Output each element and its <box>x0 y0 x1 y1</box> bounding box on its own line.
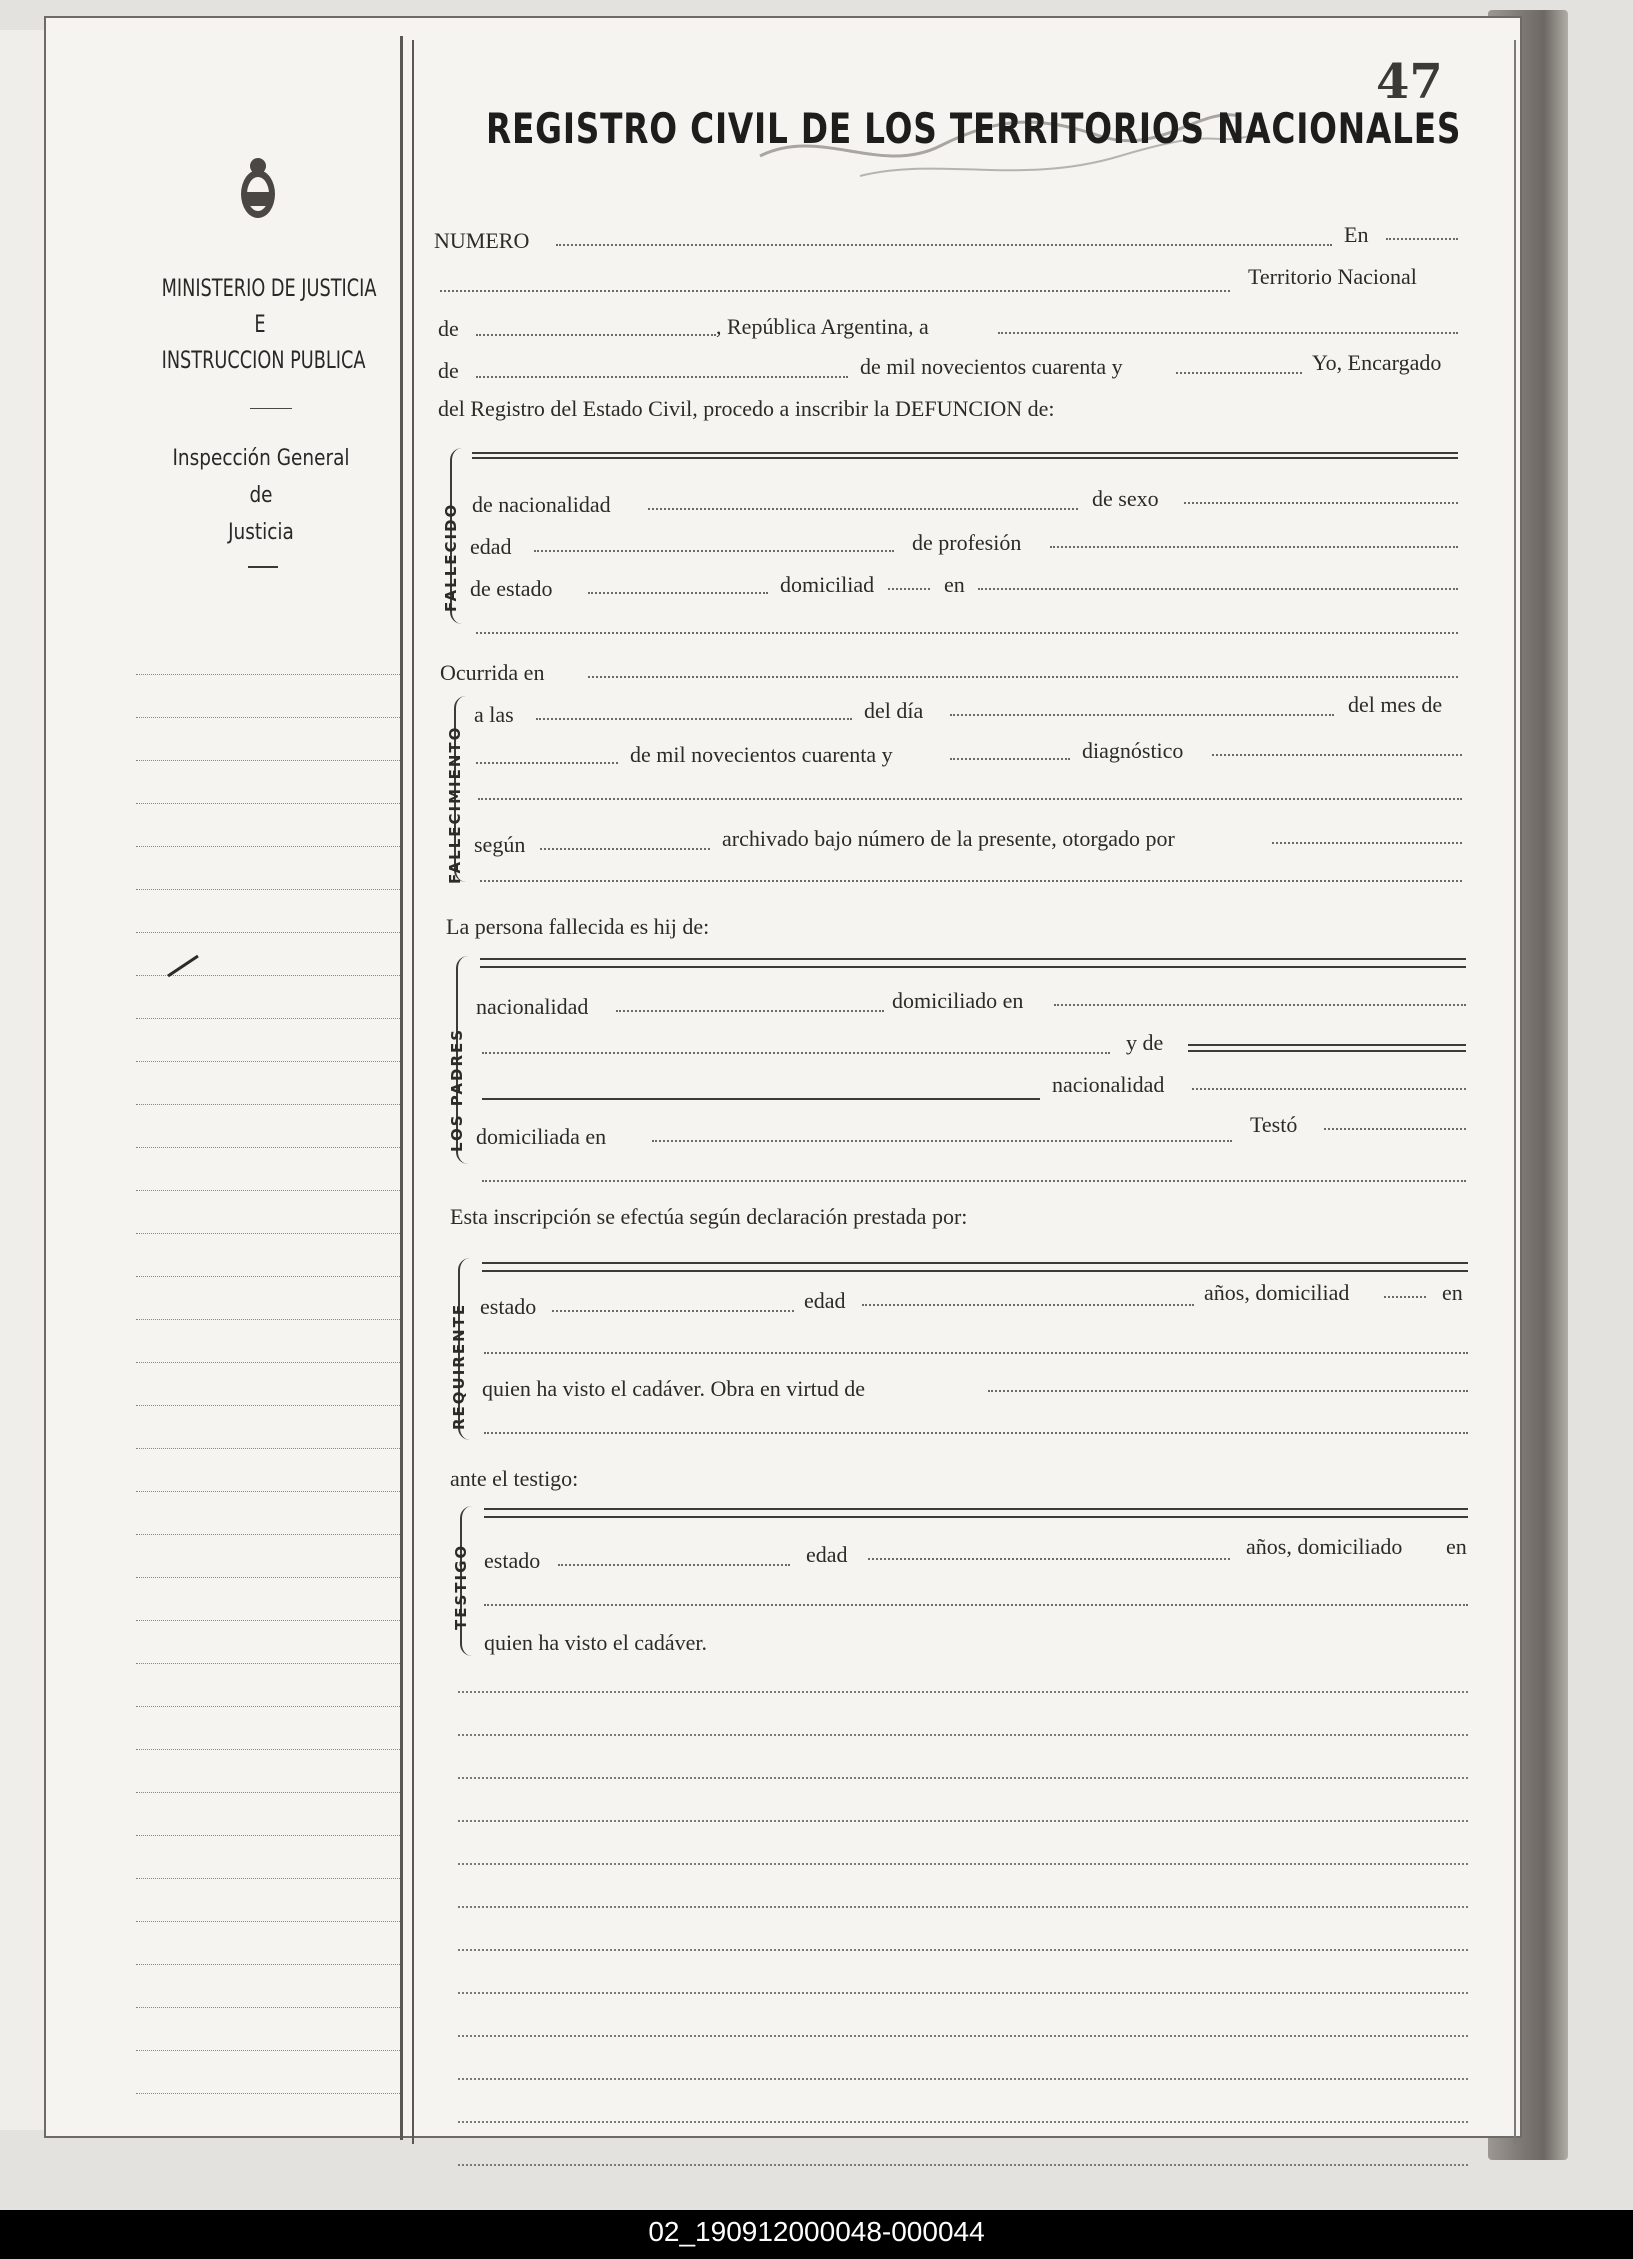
domicilio-field-2[interactable] <box>476 632 1458 634</box>
fallecido-label: FALLECIDO <box>442 502 460 612</box>
persona-hijo-label: La persona fallecida es hij de: <box>446 914 710 939</box>
hora-field[interactable] <box>536 718 852 720</box>
ministry-line-2: E <box>254 310 266 338</box>
segun-field[interactable] <box>540 848 710 850</box>
note-line <box>136 1062 400 1105</box>
anio-field[interactable] <box>1176 372 1302 374</box>
anos-domiciliad-label: años, domiciliad <box>1204 1280 1350 1305</box>
y-de-label: y de <box>1126 1030 1164 1055</box>
note-line <box>136 1234 400 1277</box>
note-line <box>136 1406 400 1449</box>
estado-testigo-field[interactable] <box>558 1564 790 1566</box>
mil-novecientos-label: de mil novecientos cuarenta y <box>860 354 1123 379</box>
de-label-2: de <box>438 358 459 383</box>
edad-field[interactable] <box>534 550 894 552</box>
en-field[interactable] <box>1386 238 1458 240</box>
en-testigo-label: en <box>1446 1534 1467 1559</box>
diagnostico-field-2[interactable] <box>478 798 1462 800</box>
note-line <box>136 1320 400 1363</box>
note-line <box>136 1621 400 1664</box>
divider <box>250 408 292 409</box>
note-line <box>136 632 400 675</box>
requirente-name-rule <box>482 1262 1468 1264</box>
edad-testigo-label: edad <box>806 1542 848 1567</box>
mes-fallecimiento-field[interactable] <box>476 762 618 764</box>
testigo-name-rule <box>484 1508 1468 1510</box>
note-line[interactable] <box>458 2123 1468 2166</box>
numero-label: NUMERO <box>434 228 530 253</box>
testo-field[interactable] <box>1324 1128 1466 1130</box>
fallecimiento-label: FALLECIMIENTO <box>446 725 464 884</box>
note-line <box>136 2051 400 2094</box>
name-rule <box>472 452 1458 459</box>
domiciliada-en-label: domiciliada en <box>476 1124 607 1149</box>
nacionalidad-padre-label: nacionalidad <box>476 994 589 1019</box>
en-requirente-label: en <box>1442 1280 1463 1305</box>
domiciliad-label: domiciliad <box>780 572 875 597</box>
padre-name-rule-2 <box>480 966 1466 968</box>
edad-requirente-field[interactable] <box>862 1304 1194 1306</box>
note-line <box>136 1492 400 1535</box>
note-line <box>136 1363 400 1406</box>
anio-fallecimiento-field[interactable] <box>950 758 1070 760</box>
note-line <box>136 890 400 933</box>
sexo-label: de sexo <box>1092 486 1159 511</box>
domicilio-field[interactable] <box>978 588 1458 590</box>
ante-testigo-label: ante el testigo: <box>450 1466 579 1491</box>
note-line[interactable] <box>458 1822 1468 1865</box>
note-line <box>136 761 400 804</box>
handwritten-check-mark <box>164 950 204 980</box>
note-line[interactable] <box>458 1865 1468 1908</box>
note-line[interactable] <box>458 1951 1468 1994</box>
note-line <box>136 1535 400 1578</box>
encargado-label: Yo, Encargado <box>1312 350 1442 375</box>
note-line <box>136 1277 400 1320</box>
note-line <box>136 1019 400 1062</box>
domiciliado-en-label: domiciliado en <box>892 988 1024 1013</box>
margin-note-lines <box>136 632 400 2094</box>
domicilio-requirente-field[interactable] <box>484 1352 1468 1354</box>
note-line <box>136 976 400 1019</box>
note-line <box>136 1965 400 2008</box>
note-line <box>136 1105 400 1148</box>
padre-name-rule <box>480 958 1466 960</box>
note-line[interactable] <box>458 1779 1468 1822</box>
coat-of-arms-icon <box>234 154 282 224</box>
note-line <box>136 1578 400 1621</box>
estado-label: de estado <box>470 576 553 601</box>
note-line <box>136 1707 400 1750</box>
mes-field[interactable] <box>476 376 848 378</box>
note-line[interactable] <box>458 1908 1468 1951</box>
note-line <box>136 1449 400 1492</box>
madre-name-rule-3 <box>482 1098 1040 1100</box>
ocurrida-label: Ocurrida en <box>440 660 545 685</box>
de-label: de <box>438 316 459 341</box>
scan-id-label: 02_190912000048-000044 <box>648 2216 985 2247</box>
note-line <box>136 1879 400 1922</box>
en-label: En <box>1344 222 1369 247</box>
territorio-field[interactable] <box>440 290 1230 292</box>
note-line <box>136 1191 400 1234</box>
nacionalidad-padre-field[interactable] <box>616 1010 884 1012</box>
ocurrida-field[interactable] <box>588 676 1458 678</box>
requirente-label: REQUIRENTE <box>450 1302 468 1430</box>
note-line[interactable] <box>458 1693 1468 1736</box>
madre-name-rule-2 <box>1188 1050 1466 1052</box>
estado-requirente-label: estado <box>480 1294 537 1319</box>
divider <box>248 566 278 568</box>
otorgado-field-2[interactable] <box>480 880 1462 882</box>
inspection-line-1: Inspección General <box>172 446 350 471</box>
virtud-field-2[interactable] <box>484 1432 1468 1434</box>
mil-novecientos-label-2: de mil novecientos cuarenta y <box>630 742 893 767</box>
virtud-field[interactable] <box>988 1390 1468 1392</box>
ministry-line-1: MINISTERIO DE JUSTICIA <box>161 274 377 302</box>
anos-domiciliado-label: años, domiciliado <box>1246 1534 1403 1559</box>
republica-label: , República Argentina, a <box>716 314 929 339</box>
domiciliad-suffix-field[interactable] <box>888 588 930 590</box>
nacionalidad-madre-label: nacionalidad <box>1052 1072 1165 1097</box>
estado-testigo-label: estado <box>484 1548 541 1573</box>
note-line <box>136 1793 400 1836</box>
note-line[interactable] <box>458 1650 1468 1693</box>
diagnostico-field[interactable] <box>1212 754 1462 756</box>
en-label-fallecido: en <box>944 572 965 597</box>
quien-ha-visto-testigo: quien ha visto el cadáver. <box>484 1630 707 1655</box>
del-dia-label: del día <box>864 698 924 723</box>
domicilio-testigo-field[interactable] <box>484 1604 1468 1606</box>
edad-testigo-field[interactable] <box>868 1558 1230 1560</box>
note-line <box>136 1750 400 1793</box>
sexo-field[interactable] <box>1184 502 1458 504</box>
archivado-label: archivado bajo número de la presente, otorgado por <box>722 826 1175 851</box>
registro-line: del Registro del Estado Civil, procedo a inscribir la DEFUNCION de: <box>438 396 1055 421</box>
dia-field[interactable] <box>950 714 1334 716</box>
domicilio-padre-field-2[interactable] <box>482 1052 1110 1054</box>
note-line <box>136 718 400 761</box>
nacionalidad-label: de nacionalidad <box>472 492 611 517</box>
profesion-label: de profesión <box>912 530 1022 555</box>
profesion-field[interactable] <box>1050 546 1458 548</box>
a-las-label: a las <box>474 702 514 727</box>
requirente-name-rule-2 <box>482 1270 1468 1272</box>
nacionalidad-field[interactable] <box>648 508 1078 510</box>
note-line <box>136 847 400 890</box>
note-line <box>136 1836 400 1879</box>
edad-label: edad <box>470 534 512 559</box>
quien-ha-visto-requirente: quien ha visto el cadáver. Obra en virtud de <box>482 1376 866 1401</box>
domicilio-padre-field[interactable] <box>1054 1004 1466 1006</box>
page-number: 47 <box>1376 54 1443 110</box>
diagnostico-label: diagnóstico <box>1082 738 1184 763</box>
edad-requirente-label: edad <box>804 1288 846 1313</box>
estado-field[interactable] <box>588 592 768 594</box>
otorgado-field[interactable] <box>1272 842 1462 844</box>
inspection-line-2: de <box>249 483 273 508</box>
madre-name-rule <box>1188 1044 1466 1046</box>
note-line[interactable] <box>458 2037 1468 2080</box>
note-line[interactable] <box>458 1994 1468 2037</box>
numero-field[interactable] <box>556 244 1332 246</box>
nacionalidad-madre-field[interactable] <box>1192 1088 1466 1090</box>
document-title: REGISTRO CIVIL DE LOS TERRITORIOS NACIONALES <box>486 104 1462 153</box>
note-line <box>136 804 400 847</box>
note-line[interactable] <box>458 2080 1468 2123</box>
domiciliad-suffix-requirente[interactable] <box>1384 1296 1426 1298</box>
inspection-line-3: Justicia <box>228 520 294 545</box>
del-mes-label: del mes de <box>1348 692 1443 717</box>
territorio-nombre-field[interactable] <box>476 334 716 336</box>
note-line <box>136 675 400 718</box>
note-line <box>136 1664 400 1707</box>
testigo-label: TESTIGO <box>452 1543 470 1630</box>
note-line[interactable] <box>458 1736 1468 1779</box>
padres-extra-field[interactable] <box>482 1180 1466 1182</box>
segun-label: según <box>474 832 526 857</box>
note-line <box>136 1148 400 1191</box>
note-line <box>136 1922 400 1965</box>
testigo-name-rule-2 <box>484 1516 1468 1518</box>
ministry-line-3: INSTRUCCION PUBLICA <box>161 346 366 374</box>
inspection-heading <box>168 440 354 551</box>
notes-lines <box>458 1650 1468 2166</box>
padres-label: LOS PADRES <box>448 1027 466 1152</box>
fecha-field[interactable] <box>998 332 1458 334</box>
domicilio-madre-field[interactable] <box>652 1140 1232 1142</box>
inscripcion-label: Esta inscripción se efectúa según declaración prestada por: <box>450 1204 968 1229</box>
territorio-label: Territorio Nacional <box>1248 264 1417 289</box>
ministry-heading <box>161 270 377 378</box>
estado-requirente-field[interactable] <box>552 1310 794 1312</box>
note-line <box>136 2008 400 2051</box>
testo-label: Testó <box>1250 1112 1298 1137</box>
